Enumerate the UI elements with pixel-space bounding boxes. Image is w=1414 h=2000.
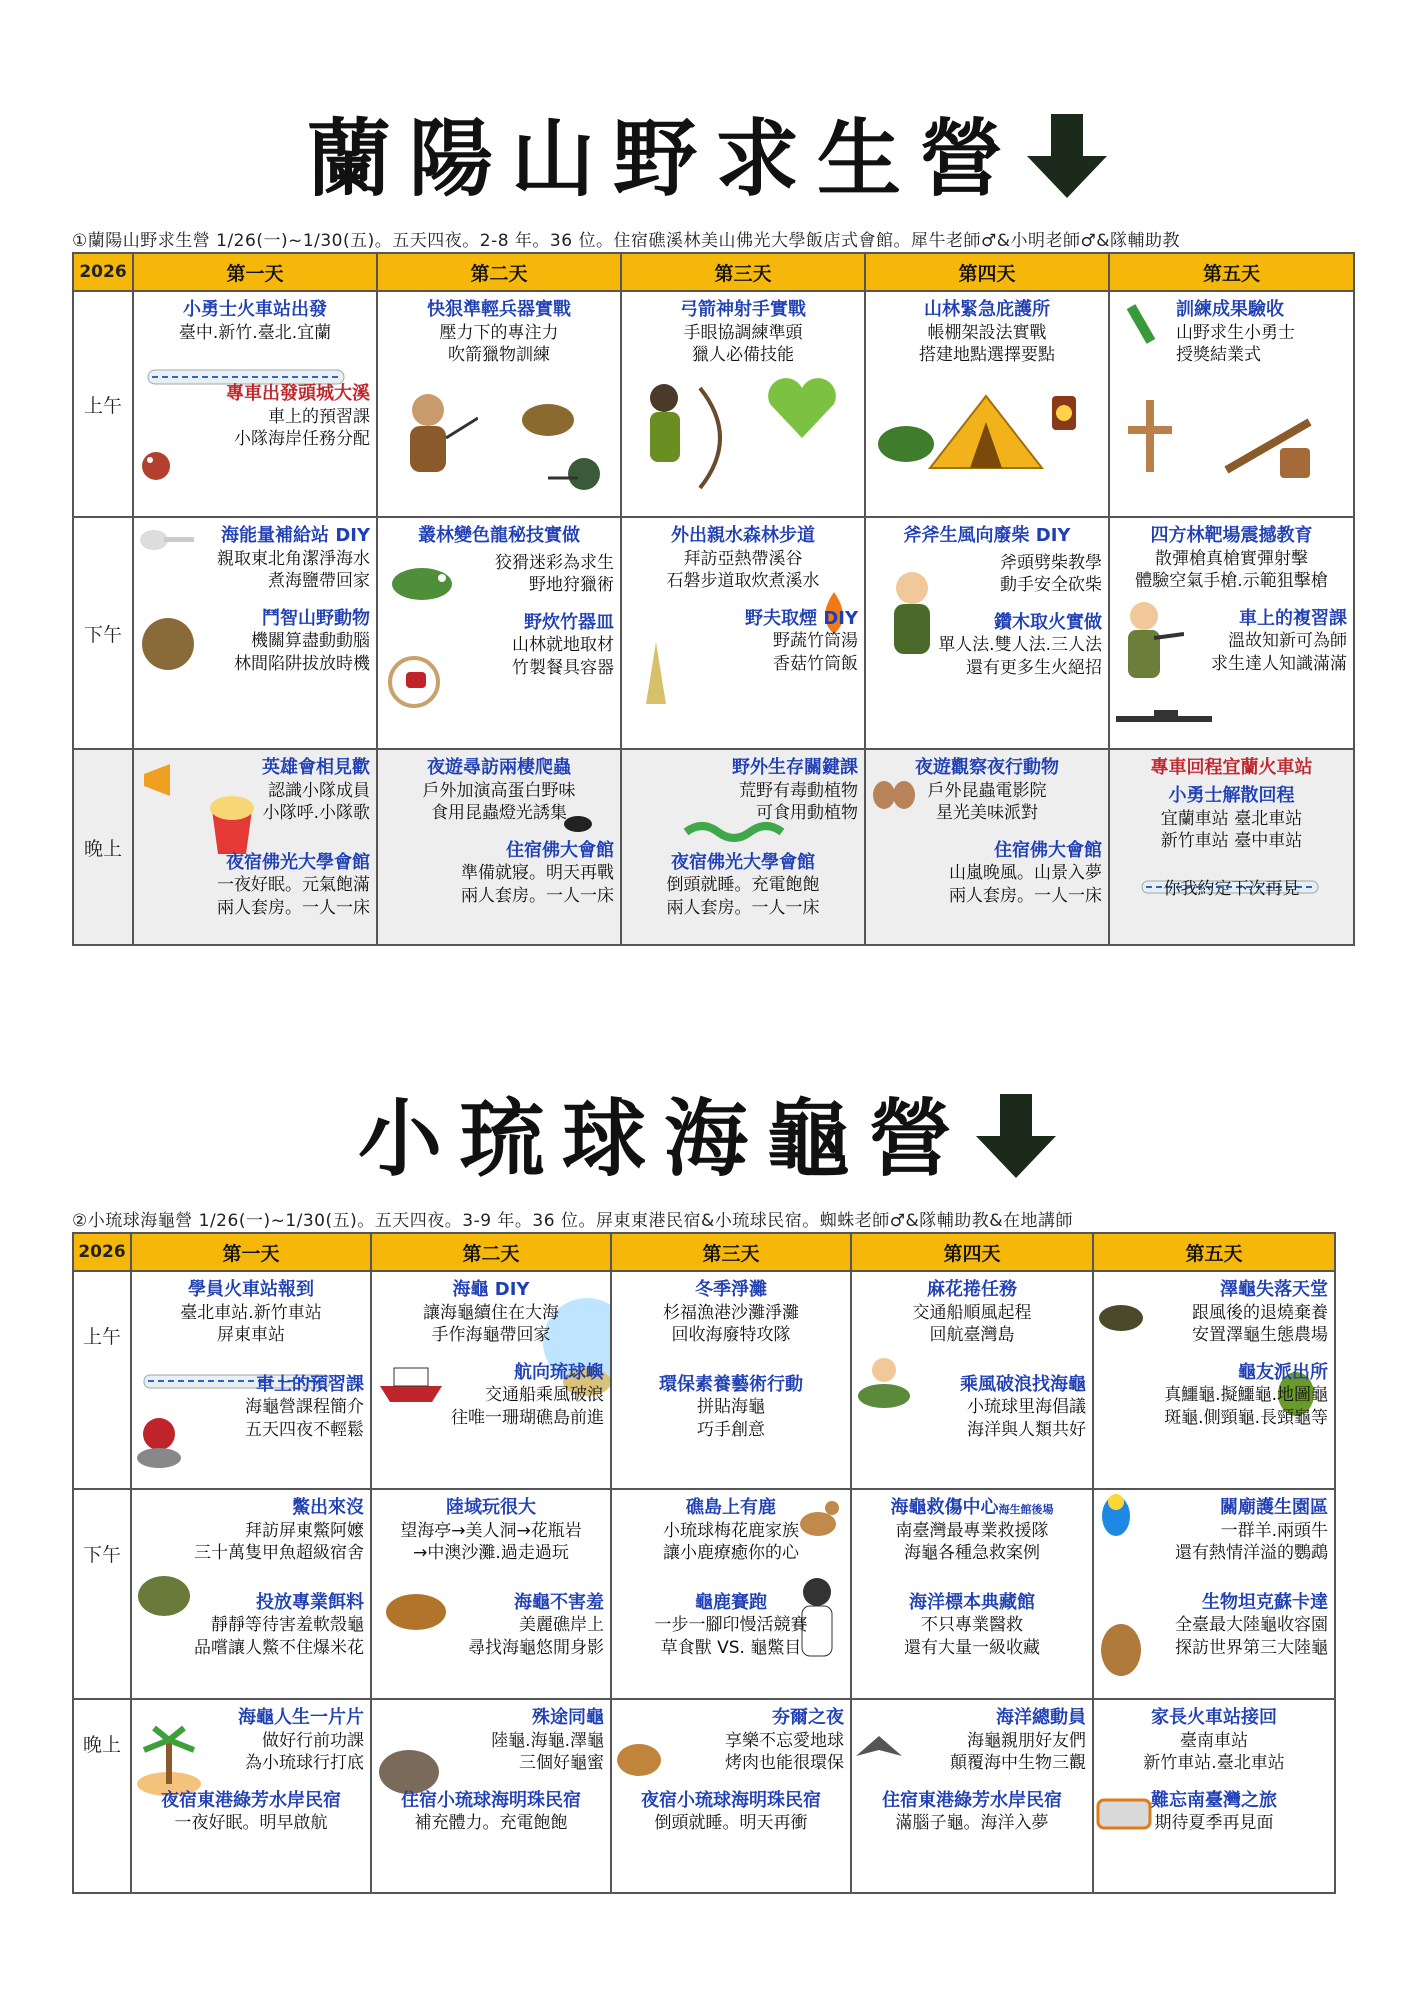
activity-title: 麻花捲任務 — [927, 1279, 1017, 1300]
activity-desc: 山林就地取材 — [512, 635, 614, 656]
activity-title: 野炊竹器皿 — [524, 611, 614, 633]
camp2-header-row — [73, 1233, 1335, 1271]
camp2-evening-row — [73, 1699, 1335, 1893]
activity-desc: 新竹車站.臺北車站 — [1143, 1753, 1285, 1774]
activity-desc: 海龜營課程簡介 — [245, 1397, 364, 1418]
activity-desc: 野地狩獵術 — [529, 575, 614, 596]
activity-title: 海龜 DIY — [452, 1279, 530, 1300]
camp1-slot-afternoon: 下午 — [73, 517, 133, 749]
activity-desc: 林間陷阱拔放時機 — [234, 653, 370, 674]
down-arrow-icon — [976, 1094, 1056, 1198]
activity-desc: 期待夏季再見面 — [1154, 1813, 1274, 1834]
activity-title: 家長火車站接回 — [1151, 1707, 1277, 1728]
activity-desc: 野蔬竹筒湯 — [773, 631, 858, 652]
camp1-evening-day5 — [1109, 749, 1354, 945]
camp2-year: 2026 — [73, 1233, 131, 1271]
activity-desc: 煮海鹽帶回家 — [268, 571, 370, 592]
activity-desc: 南臺灣最專業救援隊 — [895, 1520, 1049, 1541]
activity-title: 山林緊急庇護所 — [924, 299, 1050, 320]
tent-icon — [926, 392, 1046, 477]
camp2-afternoon-day2 — [371, 1489, 611, 1699]
camp2-morning-day3 — [611, 1271, 851, 1489]
activity-desc: 斑龜.側頸龜.長頸龜等 — [1164, 1407, 1328, 1428]
activity-desc: 新竹車站 臺中車站 — [1160, 830, 1303, 851]
activity-title: 住宿佛大會館 — [506, 839, 614, 861]
activity-desc: 獵人必備技能 — [692, 345, 794, 366]
activity-desc: 動手安全砍柴 — [1000, 575, 1102, 596]
camp2-morning-day4 — [851, 1271, 1093, 1489]
activity-title: 外出親水森林步道 — [671, 525, 815, 546]
activity-desc: 溫故知新可為師 — [1228, 631, 1347, 652]
camp2-info: ②小琉球海龜營 1/26(一)~1/30(五)。五天四夜。3-9 年。36 位。屏東東港民宿&小琉球民宿。蜘蛛老師♂&隊輔助教&在地講師 — [72, 1211, 1073, 1231]
activity-desc: 臺北車站.新竹車站 — [180, 1302, 322, 1323]
activity-title: 乘風破浪找海龜 — [960, 1373, 1086, 1395]
activity-desc: 荒野有毒動植物 — [739, 780, 858, 801]
activity-desc: 兩人套房。一人一床 — [666, 897, 820, 918]
camp2-evening-day1 — [131, 1699, 371, 1893]
activity-desc: 交通船順風起程 — [912, 1302, 1032, 1323]
activity-title: 冬季淨灘 — [695, 1279, 767, 1300]
activity-desc: 探訪世界第三大陸龜 — [1175, 1637, 1328, 1658]
activity-title: 訓練成果驗收 — [1176, 299, 1284, 320]
activity-desc: 還有更多生火絕招 — [966, 657, 1102, 678]
camp1-evening-day2 — [377, 749, 621, 945]
activity-title: 小勇士解散回程 — [1168, 784, 1295, 806]
activity-title: 弓箭神射手實戰 — [680, 299, 806, 320]
activity-desc: 讓小鹿療癒你的心 — [663, 1543, 799, 1564]
activity-title: 航向琉球嶼 — [514, 1361, 604, 1383]
activity-desc: 石磐步道取炊煮溪水 — [666, 571, 820, 592]
activity-desc: 陸龜.海龜.澤龜 — [491, 1730, 604, 1751]
activity-title: 龜鹿賽跑 — [695, 1591, 767, 1613]
activity-desc: 散彈槍真槍實彈射擊 — [1155, 548, 1308, 569]
down-arrow-icon — [1027, 114, 1107, 218]
activity-desc: 臺中.新竹.臺北.宜蘭 — [178, 322, 332, 343]
activity-desc: 拜訪屏東鱉阿嬤 — [245, 1520, 364, 1541]
camp1-morning-day3 — [621, 291, 865, 517]
camp1-morning-day4 — [865, 291, 1109, 517]
activity-desc: 還有大量一級收藏 — [904, 1637, 1040, 1658]
camp2-evening-day2 — [371, 1699, 611, 1893]
camp1-slot-morning: 上午 — [73, 291, 133, 517]
activity-title: 環保素養藝術行動 — [659, 1373, 803, 1395]
axe-icon — [1210, 392, 1320, 487]
activity-desc: 帳棚架設法實戰 — [927, 322, 1047, 343]
activity-desc: 海洋與人類共好 — [967, 1419, 1086, 1440]
activity-desc: 草食獸 VS. 龜鱉目 — [660, 1637, 802, 1658]
activity-desc: 授獎結業式 — [1176, 345, 1261, 366]
activity-subtag: 海生館後場 — [998, 1503, 1054, 1516]
camp1-afternoon-row — [73, 517, 1354, 749]
activity-desc: 手作海龜帶回家 — [431, 1325, 551, 1346]
activity-title: 車上的預習課 — [256, 1373, 364, 1395]
activity-desc: 一步一腳印慢活競賽 — [654, 1615, 808, 1636]
activity-title: 夜宿東港綠芳水岸民宿 — [161, 1789, 341, 1811]
activity-desc: 品嚐讓人鱉不住爆米花 — [194, 1637, 364, 1658]
activity-title: 夜遊尋訪兩棲爬蟲 — [427, 757, 571, 778]
activity-desc: 搭建地點選擇要點 — [919, 345, 1055, 366]
camp1-evening-day1 — [133, 749, 377, 945]
activity-title: 海能量補給站 DIY — [221, 525, 370, 546]
wood-stand-icon — [1120, 396, 1180, 481]
camp2-slot-evening: 晚上 — [73, 1699, 131, 1893]
camp2-title — [0, 1072, 1414, 1198]
activity-desc: 巧手創意 — [697, 1419, 765, 1440]
activity-desc: 竹製餐具容器 — [512, 657, 614, 678]
camp1-afternoon-day4 — [865, 517, 1109, 749]
activity-desc: 食用昆蟲燈光誘集 — [431, 803, 567, 824]
activity-desc: 滿腦子龜。海洋入夢 — [895, 1813, 1049, 1834]
activity-desc: 讓海龜續住在大海 — [423, 1302, 559, 1323]
camp1-day-5: 第五天 — [1109, 253, 1354, 291]
activity-title: 住宿小琉球海明珠民宿 — [401, 1789, 581, 1811]
activity-desc: 倒頭就睡。明天再衝 — [654, 1813, 808, 1834]
hunter-icon — [388, 388, 478, 503]
activity-desc: 回收海廢特攻隊 — [671, 1325, 791, 1346]
activity-title: 住宿佛大會館 — [994, 839, 1102, 861]
camp1-evening-day4 — [865, 749, 1109, 945]
activity-title: 野夫取煙 DIY — [745, 607, 858, 629]
rifle-icon — [1114, 708, 1214, 735]
activity-title: 叢林變色龍秘技實做 — [418, 525, 580, 546]
activity-title: 陸域玩很大 — [446, 1497, 536, 1518]
activity-desc: 不只專業醫救 — [921, 1615, 1023, 1636]
camp1-day-1: 第一天 — [133, 253, 377, 291]
camp2-morning-day1 — [131, 1271, 371, 1489]
activity-title: 海洋總動員 — [996, 1707, 1086, 1728]
activity-desc: 全臺最大陸龜收容園 — [1175, 1615, 1328, 1636]
activity-desc: 拜訪亞熱帶溪谷 — [683, 548, 803, 569]
activity-desc: 山嵐晚風。山景入夢 — [949, 863, 1102, 884]
lantern-icon — [1046, 382, 1082, 443]
activity-desc: →中澳沙灘.過走過玩 — [413, 1543, 569, 1564]
activity-desc: 認識小隊成員 — [268, 780, 370, 801]
camp2-afternoon-day5 — [1093, 1489, 1335, 1699]
activity-title: 生物坦克蘇卡達 — [1202, 1591, 1328, 1613]
activity-desc: 你我約定下次再見 — [1163, 879, 1300, 900]
activity-title: 礁島上有鹿 — [686, 1497, 776, 1518]
activity-desc: 海龜各種急救案例 — [904, 1543, 1040, 1564]
camp2-evening-day4 — [851, 1699, 1093, 1893]
activity-desc: 狡猾迷彩為求生 — [495, 552, 614, 573]
camp1-title — [0, 92, 1414, 218]
activity-desc: 回航臺灣島 — [929, 1325, 1015, 1346]
activity-desc: 倒頭就睡。充電飽飽 — [666, 875, 820, 896]
activity-desc: 做好行前功課 — [262, 1730, 364, 1751]
camp1-afternoon-day2 — [377, 517, 621, 749]
activity-title: 英雄會相見歡 — [262, 757, 370, 778]
camp2-schedule-table — [72, 1232, 1336, 1894]
camp2-day-5: 第五天 — [1093, 1233, 1335, 1271]
camp2-day-3: 第三天 — [611, 1233, 851, 1271]
activity-desc: 小琉球里海倡議 — [967, 1397, 1086, 1418]
activity-desc: 求生達人知識滿滿 — [1211, 653, 1347, 674]
activity-desc: 小琉球梅花鹿家族 — [663, 1520, 799, 1541]
camp1-morning-day2 — [377, 291, 621, 517]
activity-desc: 一群羊.兩頭牛 — [1220, 1520, 1328, 1541]
activity-desc: 戶外昆蟲電影院 — [927, 780, 1047, 801]
activity-desc: 兩人套房。一人一床 — [461, 885, 614, 906]
activity-title: 野外生存關鍵課 — [732, 757, 858, 778]
activity-desc: 拼貼海龜 — [697, 1397, 765, 1418]
activity-desc: 兩人套房。一人一床 — [949, 885, 1102, 906]
camp1-afternoon-day3 — [621, 517, 865, 749]
activity-desc: 真鱷龜.擬鱷龜.地圖龜 — [1164, 1385, 1328, 1406]
camp2-slot-morning: 上午 — [73, 1271, 131, 1489]
activity-title: 海龜人生一片片 — [238, 1707, 364, 1728]
activity-desc: 為小琉球行打底 — [245, 1753, 364, 1774]
activity-desc: 香菇竹筒飯 — [773, 653, 858, 674]
activity-title: 龜友派出所 — [1238, 1361, 1328, 1383]
camp2-slot-afternoon: 下午 — [73, 1489, 131, 1699]
activity-title: 專車回程宜蘭火車站 — [1150, 757, 1313, 778]
heart-leaves-icon — [762, 372, 842, 447]
activity-desc: 美麗礁岸上 — [519, 1615, 604, 1636]
activity-title-text: 海龜救傷中心 — [890, 1497, 999, 1518]
activity-desc: 機關算盡動動腦 — [251, 631, 370, 652]
activity-desc: 準備就寢。明天再戰 — [461, 863, 614, 884]
camp1-evening-row — [73, 749, 1354, 945]
camp2-day-4: 第四天 — [851, 1233, 1093, 1271]
activity-desc: 五天四夜不輕鬆 — [245, 1419, 364, 1440]
activity-desc: 三個好龜蜜 — [519, 1753, 604, 1774]
activity-title: 海龜不害羞 — [514, 1591, 604, 1613]
camp2-day-1: 第一天 — [131, 1233, 371, 1271]
activity-desc: 單人法.雙人法.三人法 — [938, 635, 1102, 656]
activity-desc: 一夜好眠。明早啟航 — [174, 1813, 328, 1834]
activity-desc: 交通船乘風破浪 — [485, 1385, 604, 1406]
activity-desc: 尋找海龜悠閒身影 — [468, 1637, 604, 1658]
activity-title: 夜宿佛光大學會館 — [671, 851, 815, 873]
activity-desc: 斧頭劈柴教學 — [1000, 552, 1102, 573]
camp1-morning-day5 — [1109, 291, 1354, 517]
camp1-slot-evening: 晚上 — [73, 749, 133, 945]
camp1-info: ①蘭陽山野求生營 1/26(一)~1/30(五)。五天四夜。2-8 年。36 位。住宿礁溪林美山佛光大學飯店式會館。犀牛老師♂&小明老師♂&隊輔助教 — [72, 231, 1180, 251]
activity-title: 快狠準輕兵器實戰 — [427, 299, 571, 320]
camp1-schedule-table — [72, 252, 1355, 946]
activity-desc: 星光美味派對 — [936, 803, 1038, 824]
activity-desc: 臺南車站 — [1180, 1730, 1248, 1751]
activity-desc: 親取東北角潔淨海水 — [217, 548, 370, 569]
camp1-morning-row — [73, 291, 1354, 517]
activity-desc: 靜靜等待害羞軟殼龜 — [211, 1615, 364, 1636]
activity-desc: 補充體力。充電飽飽 — [414, 1813, 568, 1834]
activity-desc: 屏東車站 — [217, 1325, 285, 1346]
activity-desc: 吹箭獵物訓練 — [448, 345, 550, 366]
camp2-evening-day3 — [611, 1699, 851, 1893]
activity-title: 澤龜失落天堂 — [1220, 1279, 1328, 1300]
camp1-day-4: 第四天 — [865, 253, 1109, 291]
camp1-evening-day3 — [621, 749, 865, 945]
activity-desc: 一夜好眠。元氣飽滿 — [217, 875, 370, 896]
activity-title: 關廟護生園區 — [1220, 1497, 1328, 1518]
activity-desc: 望海亭→美人洞→花瓶岩 — [400, 1520, 582, 1541]
activity-title: 夜遊觀察夜行動物 — [915, 757, 1059, 778]
activity-title: 海洋標本典藏館 — [909, 1591, 1035, 1613]
camp1-title-text: 蘭陽山野求生營 — [306, 109, 1021, 208]
archer-icon — [630, 378, 750, 507]
camp2-title-text: 小琉球海龜營 — [357, 1089, 970, 1188]
camp2-morning-row — [73, 1271, 1335, 1489]
activity-desc: 體驗空氣手槍.示範狙擊槍 — [1135, 571, 1328, 592]
camp1-year: 2026 — [73, 253, 133, 291]
camp2-afternoon-row — [73, 1489, 1335, 1699]
activity-desc: 小隊呼.小隊歌 — [262, 803, 370, 824]
camp2-morning-day2 — [371, 1271, 611, 1489]
activity-desc: 烤肉也能很環保 — [725, 1753, 844, 1774]
activity-desc: 可食用動植物 — [756, 803, 858, 824]
activity-desc: 手眼協調練準頭 — [683, 322, 803, 343]
activity-desc: 享樂不忘愛地球 — [725, 1730, 844, 1751]
activity-title: 斧斧生風向廢柴 DIY — [903, 525, 1071, 546]
camp2-morning-day5 — [1093, 1271, 1335, 1489]
camp1-afternoon-day5 — [1109, 517, 1354, 749]
activity-desc: 三十萬隻甲魚超級宿舍 — [194, 1543, 364, 1564]
activity-title: 夜宿佛光大學會館 — [226, 851, 370, 873]
activity-desc: 安置澤龜生態農場 — [1192, 1325, 1328, 1346]
activity-desc: 跟風後的退燒棄養 — [1192, 1302, 1328, 1323]
activity-desc: 小隊海岸任務分配 — [234, 429, 370, 450]
activity-desc: 宜蘭車站 臺北車站 — [1160, 808, 1303, 829]
activity-desc: 海龜親朋好友們 — [967, 1730, 1086, 1751]
activity-title: 投放專業餌料 — [256, 1591, 364, 1613]
activity-title: 四方林靶場震撼教育 — [1150, 525, 1313, 546]
camp2-evening-day5 — [1093, 1699, 1335, 1893]
camp2-afternoon-day4 — [851, 1489, 1093, 1699]
camp1-morning-day1 — [133, 291, 377, 517]
activity-title: 車上的複習課 — [1239, 607, 1347, 629]
camp1-day-2: 第二天 — [377, 253, 621, 291]
activity-title: 鬥智山野動物 — [262, 607, 370, 629]
activity-title: 難忘南臺灣之旅 — [1151, 1789, 1277, 1811]
activity-title: 住宿東港綠芳水岸民宿 — [882, 1789, 1062, 1811]
camp1-day-3: 第三天 — [621, 253, 865, 291]
activity-title: 殊途同龜 — [532, 1707, 604, 1728]
activity-desc: 兩人套房。一人一床 — [217, 897, 370, 918]
hunter-icon — [548, 452, 608, 507]
camp1-header-row — [73, 253, 1354, 291]
activity-desc: 杉福漁港沙灘淨灘 — [663, 1302, 799, 1323]
turtle-icon — [518, 398, 578, 443]
camp2-day-2: 第二天 — [371, 1233, 611, 1271]
activity-desc: 往唯一珊瑚礁島前進 — [451, 1407, 604, 1428]
activity-title: 夯爾之夜 — [772, 1707, 844, 1728]
activity-desc: 車上的預習課 — [268, 406, 370, 427]
activity-desc: 戶外加演高蛋白野味 — [422, 780, 576, 801]
activity-desc: 壓力下的專注力 — [439, 322, 559, 343]
activity-title: 鱉出來沒 — [292, 1497, 364, 1518]
activity-title: 夜宿小琉球海明珠民宿 — [641, 1789, 821, 1811]
camp2-afternoon-day3 — [611, 1489, 851, 1699]
activity-desc: 顛覆海中生物三觀 — [950, 1753, 1086, 1774]
activity-title: 學員火車站報到 — [188, 1279, 314, 1300]
activity-title — [858, 1496, 1086, 1520]
activity-title: 小勇士火車站出發 — [183, 299, 327, 320]
activity-desc: 山野求生小勇士 — [1176, 322, 1295, 343]
camp2-afternoon-day1 — [131, 1489, 371, 1699]
activity-title: 鑽木取火實做 — [994, 611, 1102, 633]
activity-title: 專車出發頭城大溪 — [226, 383, 370, 405]
activity-desc: 還有熱情洋溢的鸚鵡 — [1175, 1543, 1328, 1564]
camp1-afternoon-day1 — [133, 517, 377, 749]
